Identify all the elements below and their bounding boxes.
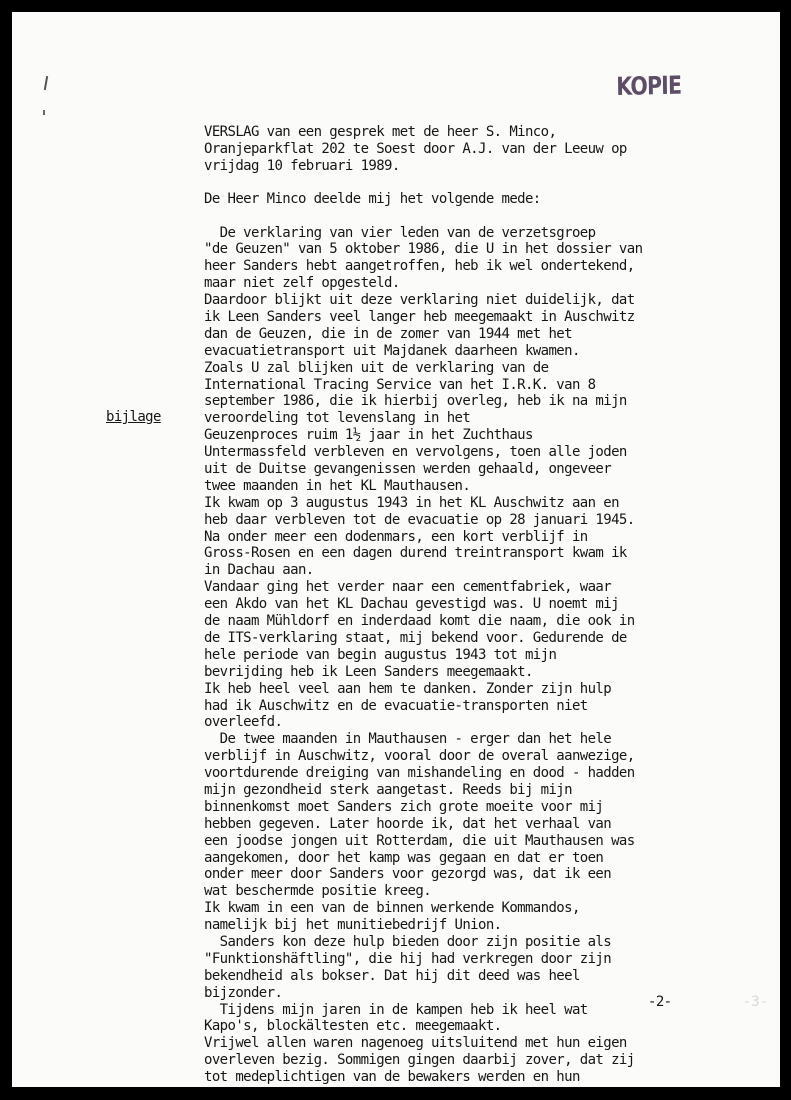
text-line: dan de Geuzen, die in de zomer van 1944 met het	[204, 325, 572, 342]
text-line: evacuatietransport uit Majdanek daarheen kwamen.	[204, 342, 580, 359]
text-line: Vandaar ging het verder naar een cementfabriek, waar	[204, 579, 612, 596]
document-page	[12, 12, 780, 1087]
text-line: hebben gegeven. Later hoorde ik, dat het verhaal van	[204, 815, 612, 832]
text-line: Kapo's, blockältesten etc. meegemaakt.	[204, 1018, 502, 1035]
margin-label-bijlage: bijlage	[106, 409, 161, 425]
text-line: twee maanden in het KL Mauthausen.	[204, 477, 471, 494]
text-line: in Dachau aan.	[204, 562, 314, 579]
text-line: De Heer Minco deelde mij het volgende mede:	[204, 191, 541, 208]
text-line: Vrijwel allen waren nagenoeg uitsluitend met hun eigen	[204, 1035, 627, 1052]
text-line: een Akdo van het KL Dachau gevestigd was. U noemt mij	[204, 596, 619, 613]
text-line: mijn gezondheid sterk aangetast. Reeds bij mijn	[204, 781, 572, 798]
text-line: tot medeplichtigen van de bewakers werden en hun	[204, 1069, 580, 1086]
text-line: voortdurende dreiging van mishandeling en dood - hadden	[204, 765, 635, 782]
text-line: heb daar verbleven tot de evacuatie op 28 januari 1945.	[204, 511, 635, 528]
text-line: had ik Auschwitz en de evacuatie-transporten niet	[204, 697, 588, 714]
text-line: Ik heb heel veel aan hem te danken. Zonder zijn hulp	[204, 680, 612, 697]
text-line: ik Leen Sanders veel langer heb meegemaakt in Auschwitz	[204, 309, 635, 326]
kopie-stamp: KOPIE	[616, 70, 682, 101]
text-line: Oranjeparkflat 202 te Soest door A.J. van der Leeuw op	[204, 140, 627, 157]
text-line: Ik kwam in een van de binnen werkende Kommandos,	[204, 900, 580, 917]
text-line: Ik kwam op 3 augustus 1943 in het KL Auschwitz aan en	[204, 494, 619, 511]
text-line: International Tracing Service van het I.R.K. van 8	[204, 376, 596, 393]
text-line: Tijdens mijn jaren in de kampen heb ik heel wat	[204, 1001, 588, 1018]
text-line: Daardoor blijkt uit deze verklaring niet duidelijk, dat	[204, 292, 635, 309]
text-line: wat beschermde positie kreeg.	[204, 883, 432, 900]
blank-line	[204, 175, 724, 192]
text-line: De twee maanden in Mauthausen - erger dan het hele	[204, 731, 612, 748]
text-line: heer Sanders hebt aangetroffen, heb ik wel ondertekend,	[204, 258, 635, 275]
page-number: -2-	[648, 994, 672, 1010]
text-line: Gross-Rosen en een dagen durend treintransport kwam ik	[204, 545, 627, 562]
text-line: maar niet zelf opgesteld.	[204, 275, 400, 292]
text-line: de naam Mühldorf en inderdaad komt die naam, die ook in	[204, 613, 635, 630]
text-line: Sanders kon deze hulp bieden door zijn positie als	[204, 933, 612, 950]
text-line: namelijk bij het munitiebedrijf Union.	[204, 917, 502, 934]
blank-line	[204, 208, 724, 225]
document-body	[204, 124, 724, 1086]
text-line: Untermassfeld verbleven en vervolgens, toen alle joden	[204, 444, 627, 461]
text-line: uit de Duitse gevangenissen werden gehaald, ongeveer	[204, 461, 612, 478]
text-line: hele periode van begin augustus 1943 tot mijn	[204, 646, 557, 663]
ink-mark	[43, 110, 45, 115]
text-line: VERSLAG van een gesprek met de heer S. Minco,	[204, 124, 557, 140]
text-line: overleefd.	[204, 714, 283, 731]
text-line: Zoals U zal blijken uit de verklaring van de	[204, 359, 549, 376]
text-line: verblijf in Auschwitz, vooral door de overal aanwezige,	[204, 748, 635, 765]
ink-mark	[44, 76, 48, 90]
text-line: binnenkomst moet Sanders zich grote moeite voor mij	[204, 798, 604, 815]
text-line: een joodse jongen uit Rotterdam, die uit Mauthausen was	[204, 832, 635, 849]
text-line: De verklaring van vier leden van de verzetsgroep	[204, 224, 596, 241]
text-line: Na onder meer een dodenmars, een kort verblijf in	[204, 528, 588, 545]
text-line: bekendheid als bokser. Dat hij dit deed was heel	[204, 967, 580, 984]
text-line: de ITS-verklaring staat, mij bekend voor. Gedurende de	[204, 629, 627, 646]
text-line: Geuzenproces ruim 1½ jaar in het Zuchthaus	[204, 427, 533, 444]
text-line: "de Geuzen" van 5 oktober 1986, die U in het dossier van	[204, 241, 643, 258]
bleed-through-page-number: -3-	[742, 994, 768, 1010]
text-line: september 1986, die ik hierbij overleg, heb ik na mijn	[204, 393, 627, 410]
text-line: bevrijding heb ik Leen Sanders meegemaakt.	[204, 663, 533, 680]
text-line: aangekomen, door het kamp was gegaan en dat er toen	[204, 849, 604, 866]
text-line: onder meer door Sanders voor gezorgd was, dat ik een	[204, 866, 612, 883]
text-line: bijzonder.	[204, 984, 283, 1001]
text-line: veroordeling tot levenslang in het	[204, 410, 471, 427]
text-line: vrijdag 10 februari 1989.	[204, 157, 400, 174]
text-line: "Funktionshäftling", die hij had verkregen door zijn	[204, 950, 612, 967]
text-line: overleven bezig. Sommigen gingen daarbij zover, dat zij	[204, 1052, 635, 1069]
